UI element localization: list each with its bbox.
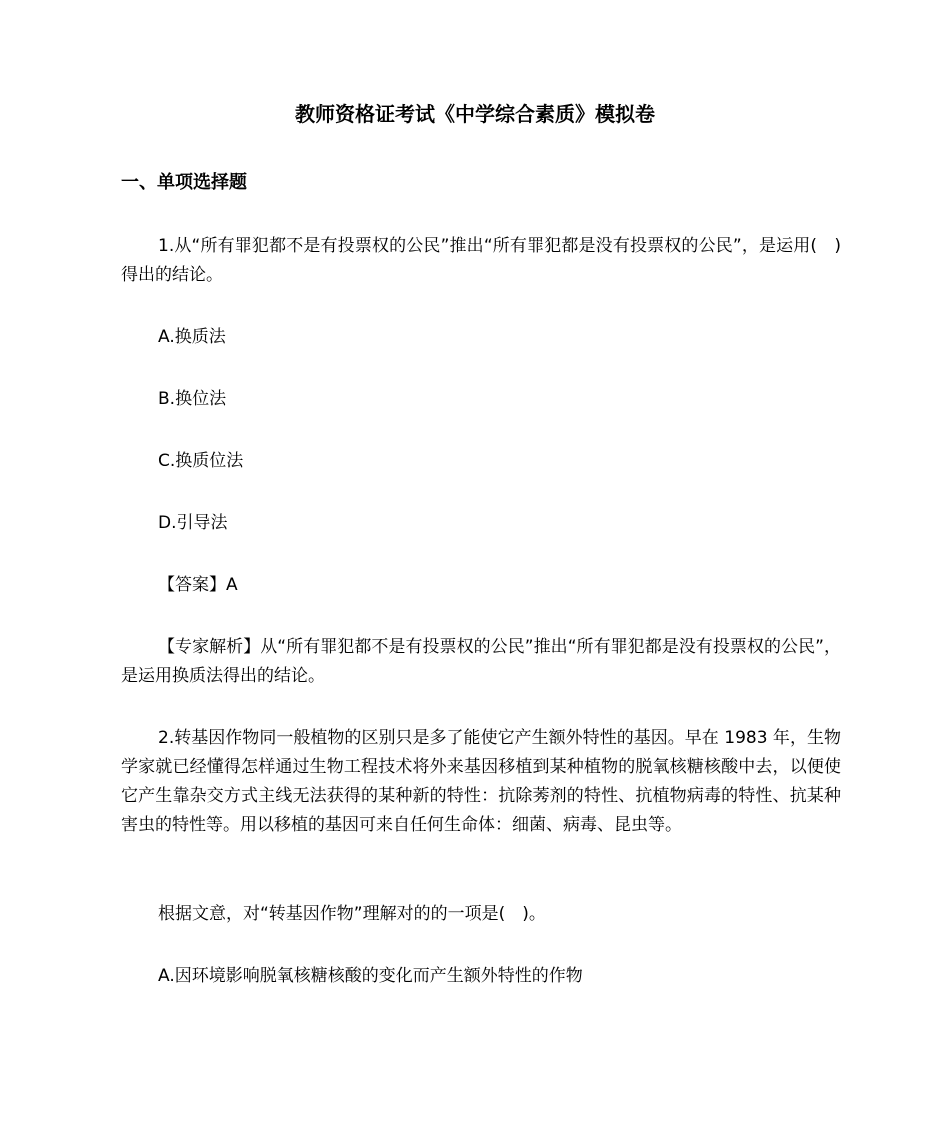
question-2-stem: 根据文意，对“转基因作物”理解对的的一项是( )。 (158, 904, 546, 924)
document-title: 教师资格证考试《中学综合素质》模拟卷 (295, 102, 655, 126)
section-heading: 一、单项选择题 (121, 172, 247, 193)
question-1-option-d: D.引导法 (158, 513, 228, 533)
question-1-option-c: C.换质位法 (158, 451, 244, 471)
question-1-answer: 【答案】A (158, 575, 238, 595)
question-1-stem: 1.从“所有罪犯都不是有投票权的公民”推出“所有罪犯都是没有投票权的公民”，是运用( )得出的结论。 (121, 236, 841, 285)
question-2-option-a: A.因环境影响脱氧核糖核酸的变化而产生额外特性的作物 (158, 966, 583, 986)
question-1-option-b: B.换位法 (158, 389, 227, 409)
question-1-option-a: A.换质法 (158, 327, 226, 347)
question-2-passage: 2.转基因作物同一般植物的区别只是多了能使它产生额外特性的基因。早在 1983 年，生物学家就已经懂得怎样通过生物工程技术将外来基因移植到某种植物的脱氧核糖核酸中去，以便使它产生靠杂交方式主线无法获得的某种新的特性：抗除莠剂的特性、抗植物病毒的特性、抗某种害虫的特性等。用以移植的基因可来自任何生命体：细菌、病毒、昆虫等。 (121, 728, 841, 835)
question-1-analysis: 【专家解析】从“所有罪犯都不是有投票权的公民”推出“所有罪犯都是没有投票权的公民”，是运用换质法得出的结论。 (121, 637, 841, 686)
